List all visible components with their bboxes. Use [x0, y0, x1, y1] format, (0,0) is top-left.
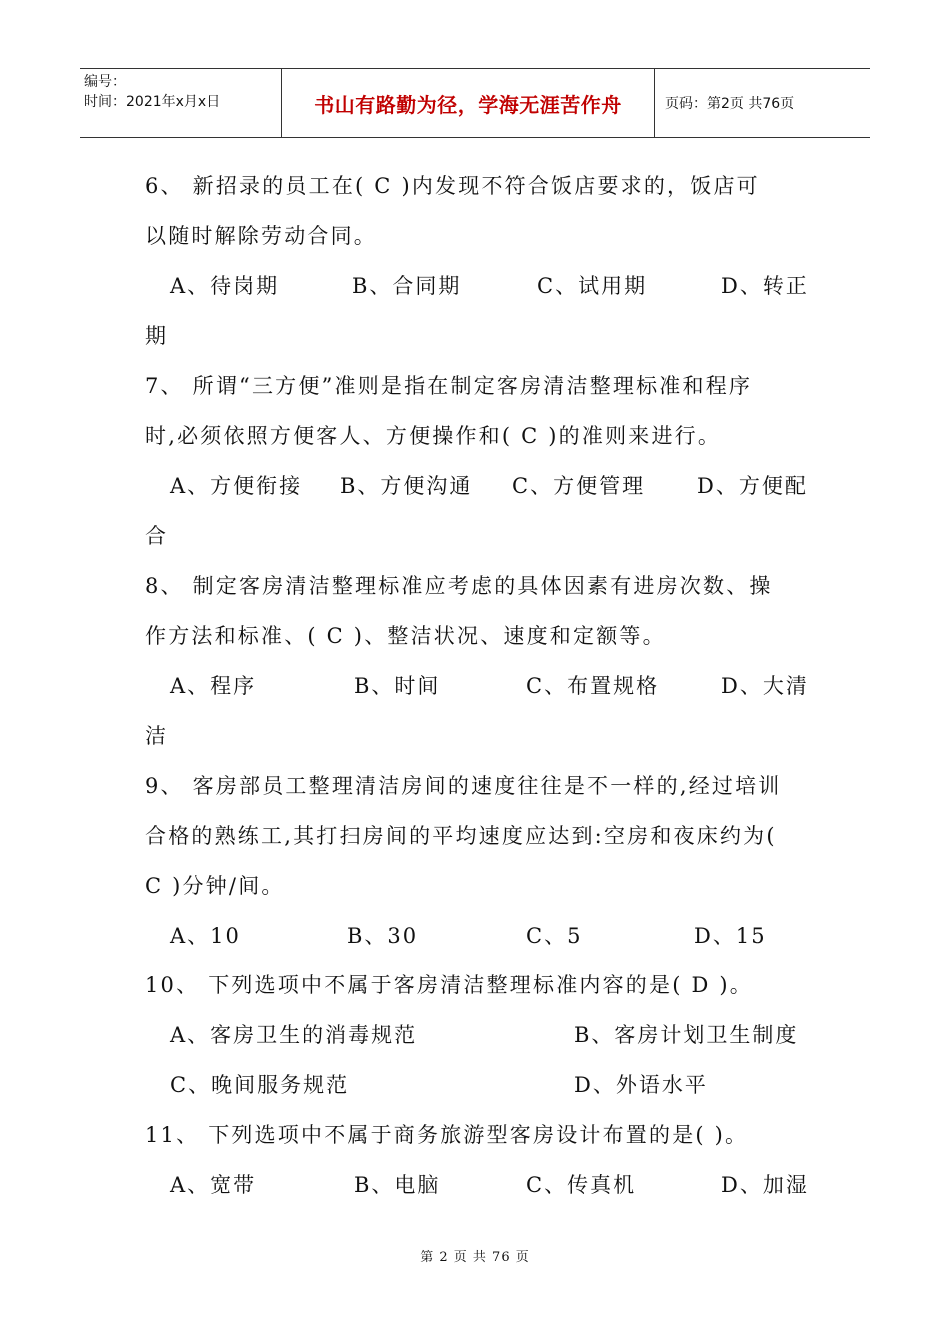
question-9-option-d: D、15 [694, 924, 767, 948]
question-7-line-2: 时,必须依照方便客人、方便操作和( C )的准则来进行。 [145, 424, 722, 448]
question-11-option-b: B、电脑 [354, 1173, 441, 1197]
question-6-line-1: 6、 新招录的员工在( C )内发现不符合饭店要求的，饭店可 [145, 174, 760, 198]
question-8-option-d: D、大清 [721, 674, 809, 698]
question-9-line-1: 9、 客房部员工整理清洁房间的速度往往是不一样的,经过培训 [145, 774, 782, 798]
question-8-option-wrap: 洁 [145, 724, 169, 748]
question-9-line-3: C )分钟/间。 [145, 874, 285, 898]
question-7-line-1: 7、 所谓“三方便”准则是指在制定客房清洁整理标准和程序 [145, 374, 753, 398]
question-10-option-a: A、客房卫生的消毒规范 [170, 1023, 418, 1047]
header-motto-cell [282, 69, 655, 137]
question-11-line-1: 11、 下列选项中不属于商务旅游型客房设计布置的是( )。 [145, 1123, 749, 1147]
question-7-option-wrap: 合 [145, 524, 169, 548]
question-8-option-c: C、布置规格 [526, 674, 660, 698]
document-number-label: 编号： [84, 74, 126, 90]
question-6-option-c: C、试用期 [537, 274, 648, 298]
question-8-line-2: 作方法和标准、( C )、整洁状况、速度和定额等。 [145, 624, 666, 648]
question-6-line-2: 以随时解除劳动合同。 [145, 224, 377, 248]
question-7-option-d: D、方便配 [697, 474, 808, 498]
question-10-option-c: C、晚间服务规范 [170, 1073, 350, 1097]
question-8-option-a: A、程序 [170, 674, 257, 698]
question-9-option-a: A、10 [170, 924, 241, 948]
document-date-label: 时间：2021年x月x日 [84, 94, 221, 110]
question-6-option-a: A、待岗期 [170, 274, 280, 298]
question-6-option-d: D、转正 [721, 274, 809, 298]
question-7-option-b: B、方便沟通 [340, 474, 473, 498]
question-9-option-b: B、30 [347, 924, 419, 948]
question-10-option-b: B、客房计划卫生制度 [574, 1023, 799, 1047]
question-7-option-a: A、方便衔接 [170, 474, 303, 498]
header-page-info: 页码：第2页 共76页 [665, 96, 795, 112]
header-meta [80, 69, 282, 137]
question-11-option-c: C、传真机 [526, 1173, 637, 1197]
question-8-line-1: 8、 制定客房清洁整理标准应考虑的具体因素有进房次数、操 [145, 574, 773, 598]
question-6-option-wrap: 期 [145, 324, 169, 348]
question-6-option-b: B、合同期 [352, 274, 462, 298]
question-9-option-c: C、5 [526, 924, 583, 948]
header-motto: 书山有路勤为径，学海无涯苦作舟 [314, 92, 622, 117]
question-7-option-c: C、方便管理 [512, 474, 646, 498]
question-9-line-2: 合格的熟练工,其打扫房间的平均速度应达到:空房和夜床约为( [145, 824, 777, 848]
question-11-option-a: A、宽带 [170, 1173, 257, 1197]
question-8-option-b: B、时间 [354, 674, 441, 698]
question-10-line-1: 10、 下列选项中不属于客房清洁整理标准内容的是( D )。 [145, 973, 753, 997]
page-footer: 第 2 页 共 76 页 [420, 1250, 530, 1265]
question-11-option-d: D、加湿 [721, 1173, 809, 1197]
page-header [80, 68, 870, 138]
question-10-option-d: D、外语水平 [574, 1073, 708, 1097]
